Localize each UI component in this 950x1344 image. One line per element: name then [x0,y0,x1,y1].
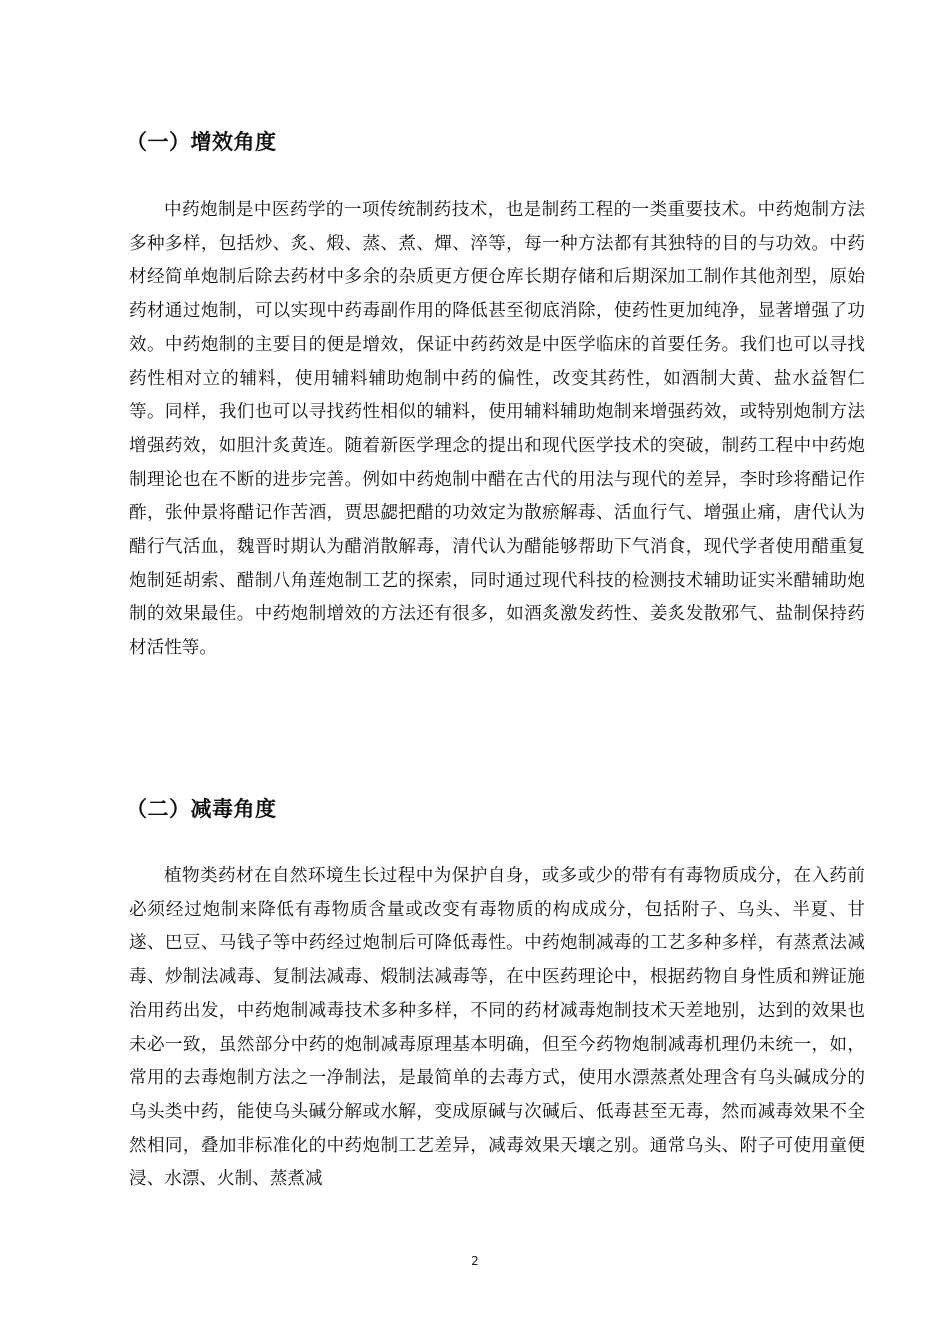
section-paragraph-efficacy: 中药炮制是中医药学的一项传统制药技术，也是制药工程的一类重要技术。中药炮制方法多种多样，包括炒、炙、煅、蒸、煮、燀、淬等，每一种方法都有其独特的目的与功效。中药材经简单炮制后除去药材中多余的杂质更方便仓库长期存储和后期深加工制作其他剂型，原始药材通过炮制，可以实现中药毒副作用的降低甚至彻底消除，使药性更加纯净，显著增强了功效。中药炮制的主要目的便是增效，保证中药药效是中医学临床的首要任务。我们也可以寻找药性相对立的辅料，使用辅料辅助炮制中药的偏性，改变其药性，如酒制大黄、盐水益智仁等。同样，我们也可以寻找药性相似的辅料，使用辅料辅助炮制来增强药效，或特别炮制方法增强药效，如胆汁炙黄连。随着新医学理念的提出和现代医学技术的突破，制药工程中中药炮制理论也在不断的进步完善。例如中药炮制中醋在古代的用法与现代的差异，李时珍将醋记作酢，张仲景将醋记作苦酒，贾思勰把醋的功效定为散瘀解毒、活血行气、增强止痛，唐代认为醋行气活血，魏晋时期认为醋消散解毒，清代认为醋能够帮助下气消食，现代学者使用醋重复炮制延胡索、醋制八角莲炮制工艺的探索，同时通过现代科技的检测技术辅助证实米醋辅助炮制的效果最佳。中药炮制增效的方法还有很多，如酒炙激发药性、姜炙发散邪气、盐制保持药材活性等。 [129,200,865,659]
section-heading-efficacy: （一）增效角度 [126,130,277,154]
section-heading-detox: （二）减毒角度 [126,797,277,821]
page-number: 2 [471,1254,479,1268]
section-paragraph-detox: 植物类药材在自然环境生长过程中为保护自身，或多或少的带有有毒物质成分，在入药前必须经过炮制来降低有毒物质含量或改变有毒物质的构成成分，包括附子、乌头、半夏、甘遂、巴豆、马钱子等中药经过炮制后可降低毒性。中药炮制减毒的工艺多种多样，有蒸煮法减毒、炒制法减毒、复制法减毒、煅制法减毒等，在中医药理论中，根据药物自身性质和辨证施治用药出发，中药炮制减毒技术多种多样，不同的药材减毒炮制技术天差地别，达到的效果也未必一致，虽然部分中药的炮制减毒原理基本明确，但至今药物炮制减毒机理仍未统一，如，常用的去毒炮制方法之一净制法，是最简单的去毒方式，使用水漂蒸煮处理含有乌头碱成分的乌头类中药，能使乌头碱分解或水解，变成原碱与次碱后、低毒甚至无毒，然而减毒效果不全然相同，叠加非标准化的中药炮制工艺差异，减毒效果天壤之别。通常乌头、附子可使用童便浸、水漂、火制、蒸煮减 [129,866,865,1190]
